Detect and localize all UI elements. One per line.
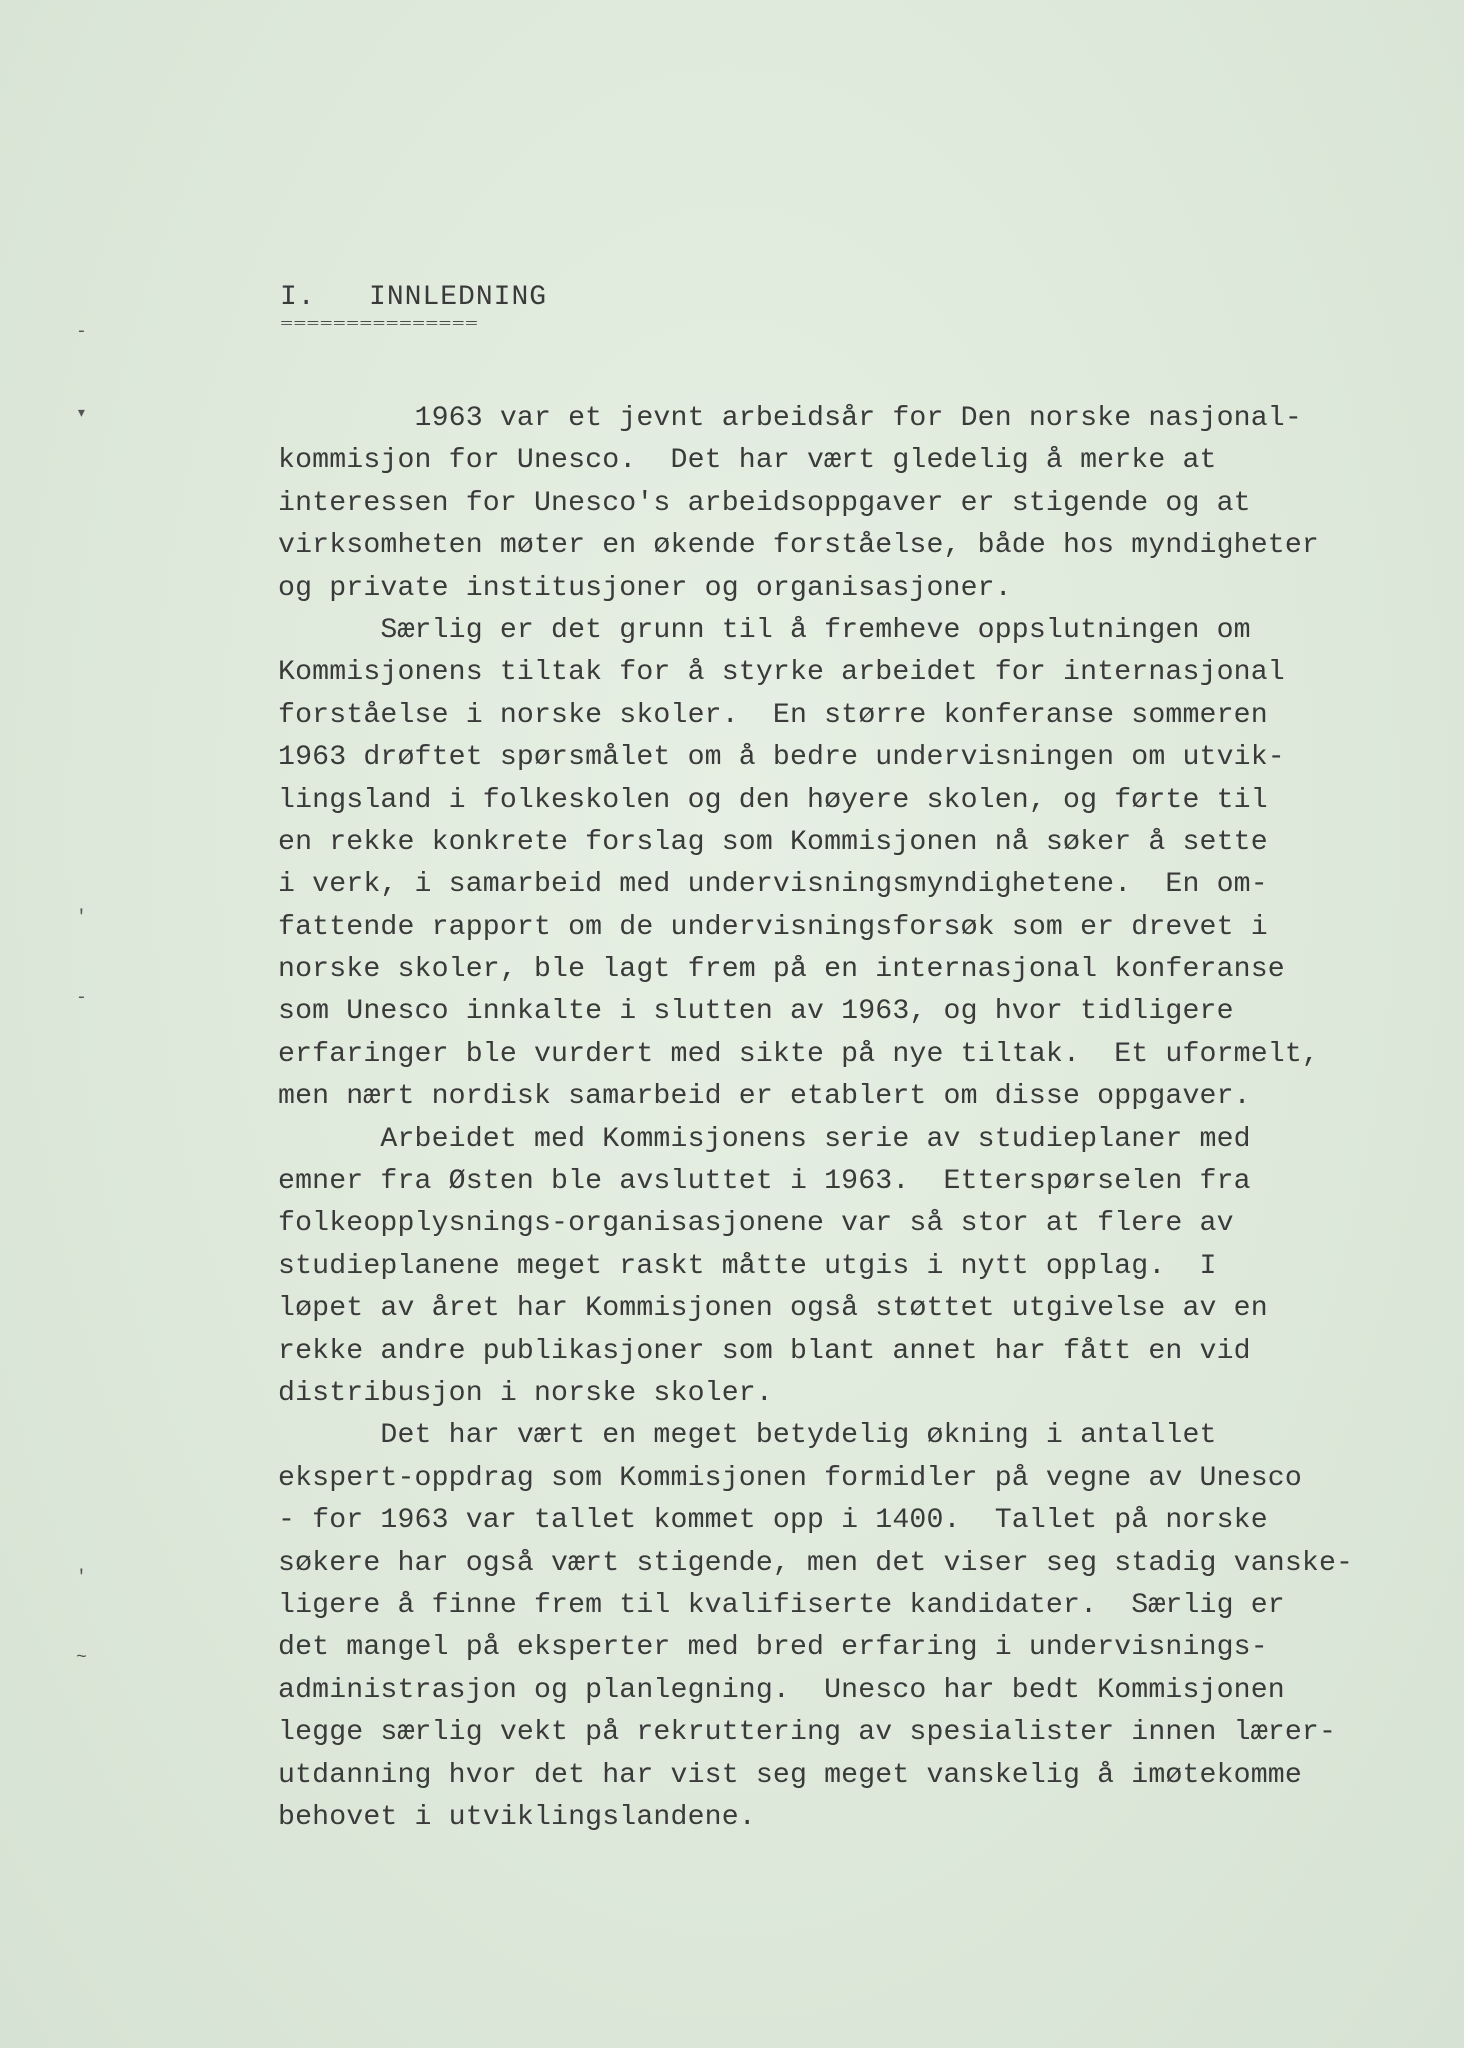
text-line: utdanning hvor det har vist seg meget vanskelig å imøtekomme bbox=[278, 1759, 1302, 1791]
text-line: en rekke konkrete forslag som Kommisjonen nå søker å sette bbox=[278, 826, 1268, 858]
text-line: behovet i utviklingslandene. bbox=[278, 1801, 756, 1833]
text-line: i verk, i samarbeid med undervisningsmyndighetene. En om- bbox=[278, 869, 1268, 901]
text-line: Særlig er det grunn til å fremheve oppslutningen om bbox=[278, 614, 1251, 646]
heading-underline: =============== bbox=[280, 316, 479, 331]
text-line: virksomheten møter en økende forståelse, både hos myndigheter bbox=[278, 530, 1319, 562]
text-line: emner fra Østen ble avsluttet i 1963. Etterspørselen fra bbox=[278, 1166, 1251, 1198]
text-line: distribusjon i norske skoler. bbox=[278, 1377, 773, 1409]
margin-mark: ' bbox=[76, 1568, 87, 1588]
text-line: legge særlig vekt på rekruttering av spesialister innen lærer- bbox=[278, 1717, 1337, 1749]
text-line: Det har vært en meget betydelig økning i antallet bbox=[278, 1420, 1217, 1452]
text-line: kommisjon for Unesco. Det har vært gledelig å merke at bbox=[278, 445, 1217, 477]
text-line: det mangel på eksperter med bred erfaring i undervisnings- bbox=[278, 1632, 1268, 1664]
body-text bbox=[278, 398, 1358, 1839]
text-line: rekke andre publikasjoner som blant annet har fått en vid bbox=[278, 1335, 1251, 1367]
text-line: søkere har også vært stigende, men det viser seg stadig vanske- bbox=[278, 1547, 1354, 1579]
section-number: I. bbox=[280, 282, 316, 313]
text-line: administrasjon og planlegning. Unesco har bedt Kommisjonen bbox=[278, 1674, 1285, 1706]
text-line: fattende rapport om de undervisningsforsøk som er drevet i bbox=[278, 911, 1268, 943]
text-line: ligere å finne frem til kvalifiserte kandidater. Særlig er bbox=[278, 1589, 1285, 1621]
margin-mark: - bbox=[76, 988, 87, 1008]
text-line: ekspert-oppdrag som Kommisjonen formidler på vegne av Unesco bbox=[278, 1462, 1302, 1494]
text-line: løpet av året har Kommisjonen også støttet utgivelse av en bbox=[278, 1293, 1268, 1325]
text-line: og private institusjoner og organisasjoner. bbox=[278, 572, 1012, 604]
text-line: 1963 var et jevnt arbeidsår for Den norske nasjonal- bbox=[278, 403, 1302, 434]
text-line: lingsland i folkeskolen og den høyere skolen, og førte til bbox=[278, 784, 1268, 816]
text-line: interessen for Unesco's arbeidsoppgaver er stigende og at bbox=[278, 487, 1251, 519]
text-line: men nært nordisk samarbeid er etablert om disse oppgaver. bbox=[278, 1081, 1251, 1113]
text-line: 1963 drøftet spørsmålet om å bedre undervisningen om utvik- bbox=[278, 742, 1285, 774]
text-line: Kommisjonens tiltak for å styrke arbeidet for internasjonal bbox=[278, 657, 1285, 689]
margin-mark: ~ bbox=[76, 1648, 87, 1668]
text-line: erfaringer ble vurdert med sikte på nye tiltak. Et uformelt, bbox=[278, 1038, 1319, 1070]
text-line: forståelse i norske skoler. En større konferanse sommeren bbox=[278, 699, 1268, 731]
text-line: som Unesco innkalte i slutten av 1963, og hvor tidligere bbox=[278, 996, 1234, 1028]
margin-mark: ▾ bbox=[76, 404, 87, 424]
margin-mark: - bbox=[76, 322, 87, 342]
section-heading bbox=[280, 282, 547, 313]
section-title: INNLEDNING bbox=[369, 282, 548, 313]
text-line: - for 1963 var tallet kommet opp i 1400. Tallet på norske bbox=[278, 1505, 1268, 1537]
text-line: norske skoler, ble lagt frem på en internasjonal konferanse bbox=[278, 954, 1285, 986]
margin-mark: ' bbox=[76, 908, 87, 928]
text-line: Arbeidet med Kommisjonens serie av studieplaner med bbox=[278, 1123, 1251, 1155]
text-line: studieplanene meget raskt måtte utgis i nytt opplag. I bbox=[278, 1250, 1217, 1282]
text-line: folkeopplysnings-organisasjonene var så stor at flere av bbox=[278, 1208, 1234, 1240]
